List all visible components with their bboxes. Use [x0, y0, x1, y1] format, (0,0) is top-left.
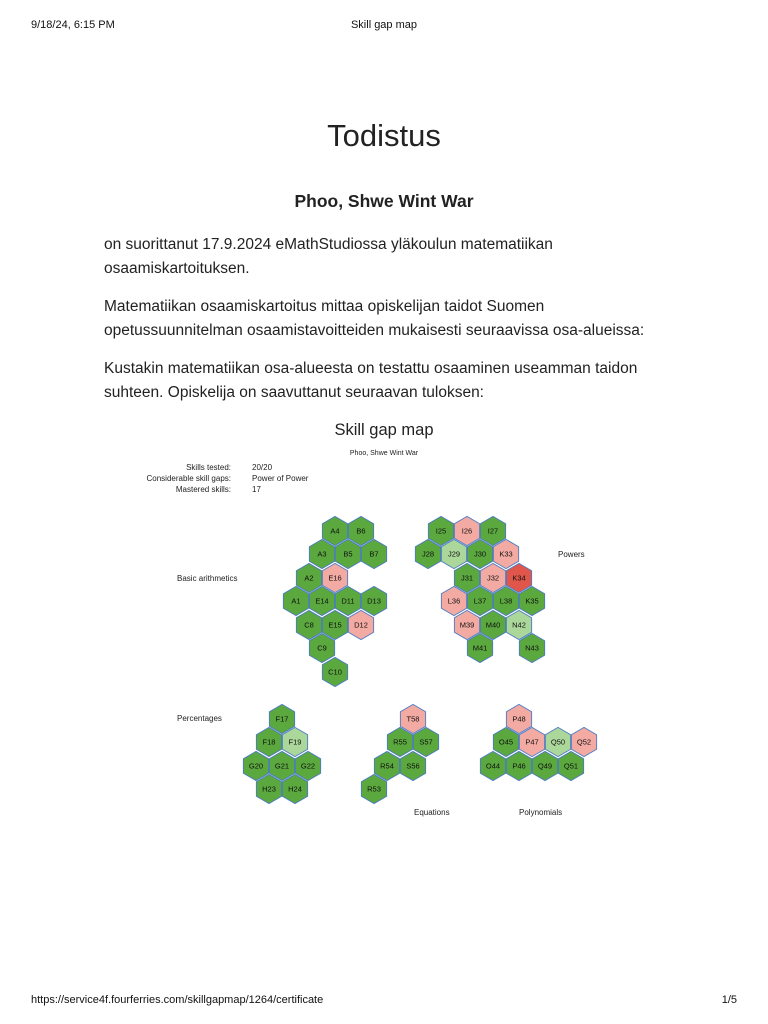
skill-hex-label: B5: [343, 549, 353, 559]
skill-hex-b5: [335, 539, 360, 568]
paragraph-completion: on suorittanut 17.9.2024 eMathStudiossa yläkoulun matematiikan osaamiskartoituksen.: [104, 236, 553, 277]
skill-hex-g22: [295, 751, 320, 780]
skill-hex-label: B7: [369, 549, 379, 559]
skill-hex-label: I25: [435, 526, 447, 536]
skill-hex-label: E15: [328, 620, 342, 630]
skill-hex-label: L36: [447, 596, 461, 606]
skill-hex-label: D12: [354, 620, 368, 630]
skill-hex-f17: [269, 704, 294, 733]
skill-hex-q52: [571, 727, 596, 756]
skill-hex-label: M39: [459, 620, 475, 630]
stat-label-skills-tested: Skills tested:: [186, 463, 231, 472]
area-label-equations: Equations: [414, 808, 450, 817]
skill-hex-label: E16: [328, 573, 342, 583]
skill-hex-a3: [309, 539, 334, 568]
skill-hex-c8: [296, 610, 321, 639]
skill-hex-j28: [415, 539, 440, 568]
skill-hex-d12: [348, 610, 373, 639]
skill-hex-l36: [441, 586, 466, 615]
area-label-powers: Powers: [558, 550, 585, 559]
skill-hex-label: C10: [328, 667, 342, 677]
skill-hex-n43: [519, 633, 544, 662]
skill-hex-a1: [283, 586, 308, 615]
skill-hex-k35: [519, 586, 544, 615]
skill-hex-label: G22: [300, 761, 316, 771]
skill-hex-label: C8: [304, 620, 314, 630]
skill-hex-p46: [506, 751, 531, 780]
skill-hex-label: O44: [485, 761, 501, 771]
skill-hex-label: R55: [393, 737, 407, 747]
skill-hex-q51: [558, 751, 583, 780]
skill-hex-label: E14: [315, 596, 329, 606]
certificate-title: Todistus: [327, 118, 441, 153]
area-label-percentages: Percentages: [177, 714, 222, 723]
skill-hex-label: A2: [304, 573, 314, 583]
skill-hex-s57: [413, 727, 438, 756]
paragraph-result: Kustakin matematiikan osa-alueesta on testattu osaaminen useamman taidon suhteen. Opiskelija on saavuttanut seuraavan tuloksen:: [104, 360, 638, 401]
skill-hex-label: L38: [499, 596, 513, 606]
student-name: Phoo, Shwe Wint War: [294, 191, 474, 211]
skill-hex-t58: [400, 704, 425, 733]
print-url: https://service4f.fourferries.com/skillgapmap/1264/certificate: [31, 994, 324, 1006]
skill-hex-e14: [309, 586, 334, 615]
skill-hex-label: F18: [262, 737, 276, 747]
skill-hex-label: J30: [473, 549, 487, 559]
skill-hex-label: Q51: [563, 761, 579, 771]
skill-hex-q50: [545, 727, 570, 756]
stat-label-skill-gaps: Considerable skill gaps:: [146, 474, 231, 483]
skill-hex-label: K33: [499, 549, 513, 559]
skill-hex-m41: [467, 633, 492, 662]
skill-hex-label: A4: [330, 526, 340, 536]
skill-hex-label: P48: [512, 714, 526, 724]
skill-hex-label: F19: [288, 737, 302, 747]
skill-hex-label: G21: [274, 761, 290, 771]
skill-hex-h24: [282, 774, 307, 803]
stat-value-skills-tested: 20/20: [252, 463, 273, 472]
skill-hex-d11: [335, 586, 360, 615]
skill-hex-o44: [480, 751, 505, 780]
skill-hex-label: L37: [473, 596, 487, 606]
skill-hex-label: A1: [291, 596, 301, 606]
skill-hex-j31: [454, 563, 479, 592]
stat-label-mastered: Mastered skills:: [175, 485, 231, 494]
skill-hex-label: C9: [317, 643, 327, 653]
skill-hex-j29: [441, 539, 466, 568]
skill-hex-g20: [243, 751, 268, 780]
skill-hex-f19: [282, 727, 307, 756]
skill-hex-i25: [428, 516, 453, 545]
skill-hex-d13: [361, 586, 386, 615]
skill-hex-h23: [256, 774, 281, 803]
skill-hex-q49: [532, 751, 557, 780]
skill-hex-label: M41: [472, 643, 488, 653]
skill-hex-c9: [309, 633, 334, 662]
skill-hex-l38: [493, 586, 518, 615]
print-datetime: 9/18/24, 6:15 PM: [31, 19, 115, 31]
skill-hex-i26: [454, 516, 479, 545]
stat-value-skill-gaps: Power of Power: [252, 474, 309, 483]
skill-hex-r55: [387, 727, 412, 756]
skill-hex-label: N43: [525, 643, 539, 653]
skill-hex-k33: [493, 539, 518, 568]
skill-hex-label: P47: [525, 737, 539, 747]
skill-hex-label: P46: [512, 761, 526, 771]
skill-hex-label: O45: [498, 737, 514, 747]
area-label-polynomials: Polynomials: [519, 808, 563, 817]
skill-hex-label: H23: [262, 784, 276, 794]
skill-hex-a4: [322, 516, 347, 545]
print-page-number: 1/5: [721, 994, 737, 1006]
skill-hex-f18: [256, 727, 281, 756]
skill-hex-r53: [361, 774, 386, 803]
skill-hex-label: B6: [356, 526, 366, 536]
skill-hex-label: Q52: [576, 737, 592, 747]
skill-hex-label: S57: [419, 737, 433, 747]
skill-hex-e15: [322, 610, 347, 639]
skill-hex-label: J31: [460, 573, 474, 583]
skill-hex-label: F17: [275, 714, 289, 724]
skill-hex-m40: [480, 610, 505, 639]
skill-hex-label: J28: [421, 549, 435, 559]
skill-hex-label: I27: [487, 526, 499, 536]
paragraph-description: Matematiikan osaamiskartoitus mittaa opiskelijan taidot Suomen opetussuunnitelman osaamistavoitteiden mukaisesti seuraavissa osa-alueissa:: [104, 298, 645, 339]
skill-hex-label: S56: [406, 761, 420, 771]
skill-hex-p48: [506, 704, 531, 733]
skill-hex-g21: [269, 751, 294, 780]
skill-hex-label: R53: [367, 784, 381, 794]
skill-hex-label: K35: [525, 596, 539, 606]
skill-hex-j30: [467, 539, 492, 568]
print-page-title: Skill gap map: [350, 19, 418, 31]
skill-hex-label: Q50: [550, 737, 566, 747]
skill-hex-i27: [480, 516, 505, 545]
skill-hex-l37: [467, 586, 492, 615]
skill-hex-b7: [361, 539, 386, 568]
skill-hex-label: K34: [512, 573, 526, 583]
skill-hex-label: J32: [486, 573, 500, 583]
area-label-basic-arithmetics: Basic arithmetics: [177, 574, 238, 583]
skill-hex-e16: [322, 563, 347, 592]
skill-hex-c10: [322, 657, 347, 686]
skill-hex-label: D11: [341, 596, 355, 606]
skill-hex-label: R54: [380, 761, 394, 771]
skill-hex-label: N42: [512, 620, 526, 630]
skill-hex-label: T58: [406, 714, 420, 724]
skill-hex-label: G20: [248, 761, 264, 771]
skill-hex-o45: [493, 727, 518, 756]
skill-hex-p47: [519, 727, 544, 756]
skill-hex-a2: [296, 563, 321, 592]
skill-hex-s56: [400, 751, 425, 780]
skill-hex-n42: [506, 610, 531, 639]
skill-hex-j32: [480, 563, 505, 592]
skill-map-subtitle: Phoo, Shwe Wint War: [349, 450, 419, 457]
skill-hex-label: A3: [317, 549, 327, 559]
skill-hex-label: D13: [367, 596, 381, 606]
skill-map-title: Skill gap map: [334, 421, 434, 439]
skill-hex-label: H24: [288, 784, 302, 794]
skill-hex-m39: [454, 610, 479, 639]
skill-hex-r54: [374, 751, 399, 780]
skill-hex-label: M40: [485, 620, 501, 630]
skill-hex-k34: [506, 563, 531, 592]
stat-value-mastered: 17: [252, 485, 261, 494]
skill-hex-label: Q49: [537, 761, 553, 771]
skill-hex-b6: [348, 516, 373, 545]
skill-hex-label: J29: [447, 549, 461, 559]
skill-hex-label: I26: [461, 526, 473, 536]
